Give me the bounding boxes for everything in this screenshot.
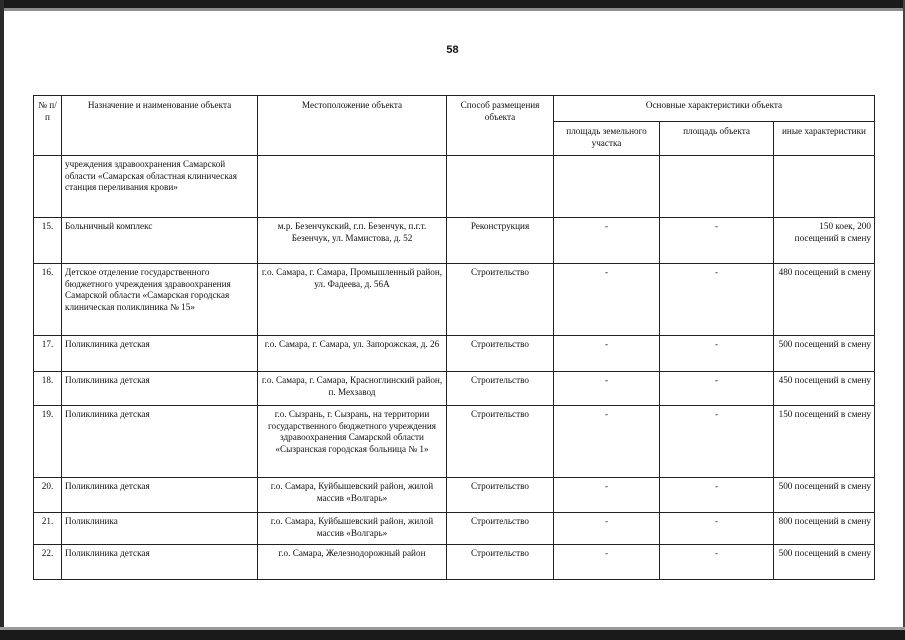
cell-num: 15.	[34, 218, 62, 264]
table-row	[34, 264, 875, 336]
header-object-area: площадь объекта	[660, 122, 774, 156]
cell-object-area: -	[660, 478, 774, 513]
cell-object-area: -	[660, 406, 774, 478]
page-number: 58	[446, 44, 459, 56]
cell-name: Детское отделение государственного бюджетного учреждения здравоохранения Самарской области «Самарская городская клиническая поликлиника № 15»	[62, 264, 258, 336]
cell-land-area: -	[554, 406, 660, 478]
cell-name: Поликлиника	[62, 513, 258, 545]
cell-name: Больничный комплекс	[62, 218, 258, 264]
cell-land-area: -	[554, 478, 660, 513]
table-row	[34, 478, 875, 513]
scan-border-top-shade	[0, 8, 905, 11]
table-body	[34, 156, 875, 580]
header-method: Способ размещения объекта	[447, 96, 554, 156]
table-row	[34, 513, 875, 545]
cell-location: м.р. Безенчукский, г.п. Безенчук, п.г.т. Безенчук, ул. Мамистова, д. 52	[258, 218, 447, 264]
header-num: № п/п	[34, 96, 62, 156]
table-row	[34, 218, 875, 264]
table-row	[34, 545, 875, 580]
cell-name: Поликлиника детская	[62, 406, 258, 478]
cell-other: 800 посещений в смену	[774, 513, 875, 545]
cell-num: 22.	[34, 545, 62, 580]
header-row-top	[34, 96, 875, 122]
cell-num: 17.	[34, 336, 62, 372]
cell-object-area: -	[660, 336, 774, 372]
table-row	[34, 406, 875, 478]
cell-other: 150 коек, 200 посещений в смену	[774, 218, 875, 264]
cell-land-area	[554, 156, 660, 218]
table-row	[34, 156, 875, 218]
cell-name: Поликлиника детская	[62, 478, 258, 513]
cell-num: 21.	[34, 513, 62, 545]
cell-num: 19.	[34, 406, 62, 478]
header-other: иные характеристики	[774, 122, 875, 156]
table-row	[34, 336, 875, 372]
table-header	[34, 96, 875, 156]
cell-method: Строительство	[447, 372, 554, 406]
cell-location: г.о. Самара, г. Самара, ул. Запорожская, д. 26	[258, 336, 447, 372]
cell-other: 450 посещений в смену	[774, 372, 875, 406]
cell-object-area	[660, 156, 774, 218]
cell-object-area: -	[660, 372, 774, 406]
header-land-area: площадь земельного участка	[554, 122, 660, 156]
cell-name: Поликлиника детская	[62, 372, 258, 406]
cell-name: Поликлиника детская	[62, 545, 258, 580]
cell-location: г.о. Самара, Куйбышевский район, жилой массив «Волгарь»	[258, 478, 447, 513]
cell-num: 18.	[34, 372, 62, 406]
cell-object-area: -	[660, 513, 774, 545]
header-main-characteristics: Основные характеристики объекта	[554, 96, 875, 122]
scan-border-top	[0, 0, 905, 8]
cell-other: 150 посещений в смену	[774, 406, 875, 478]
scan-border-bottom	[0, 630, 905, 640]
cell-other	[774, 156, 875, 218]
cell-method: Строительство	[447, 336, 554, 372]
cell-land-area: -	[554, 545, 660, 580]
cell-land-area: -	[554, 264, 660, 336]
cell-method: Строительство	[447, 406, 554, 478]
cell-location: г.о. Самара, Куйбышевский район, жилой массив «Волгарь»	[258, 513, 447, 545]
header-location: Местоположение объекта	[258, 96, 447, 156]
cell-method: Строительство	[447, 513, 554, 545]
cell-object-area: -	[660, 545, 774, 580]
cell-other: 480 посещений в смену	[774, 264, 875, 336]
objects-table	[33, 95, 875, 580]
cell-land-area: -	[554, 372, 660, 406]
cell-num: 20.	[34, 478, 62, 513]
cell-location: г.о. Самара, г. Самара, Красноглинский район, п. Мехзавод	[258, 372, 447, 406]
cell-location: г.о. Самара, Железнодорожный район	[258, 545, 447, 580]
cell-land-area: -	[554, 336, 660, 372]
cell-method: Реконструкция	[447, 218, 554, 264]
cell-other: 500 посещений в смену	[774, 478, 875, 513]
cell-num	[34, 156, 62, 218]
cell-location: г.о. Самара, г. Самара, Промышленный район, ул. Фадеева, д. 56А	[258, 264, 447, 336]
table-row	[34, 372, 875, 406]
cell-other: 500 посещений в смену	[774, 336, 875, 372]
cell-method: Строительство	[447, 264, 554, 336]
cell-method: Строительство	[447, 545, 554, 580]
scan-border-left	[0, 0, 4, 640]
cell-method: Строительство	[447, 478, 554, 513]
cell-object-area: -	[660, 264, 774, 336]
cell-num: 16.	[34, 264, 62, 336]
cell-land-area: -	[554, 513, 660, 545]
cell-object-area: -	[660, 218, 774, 264]
cell-name: учреждения здравоохранения Самарской области «Самарская областная клиническая станция переливания крови»	[62, 156, 258, 218]
cell-location: г.о. Сызрань, г. Сызрань, на территории государственного бюджетного учреждения здравоохранения Самарской области «Сызранская городская больница № 1»	[258, 406, 447, 478]
cell-location	[258, 156, 447, 218]
cell-land-area: -	[554, 218, 660, 264]
cell-name: Поликлиника детская	[62, 336, 258, 372]
header-name: Назначение и наименование объекта	[62, 96, 258, 156]
cell-method	[447, 156, 554, 218]
cell-other: 500 посещений в смену	[774, 545, 875, 580]
